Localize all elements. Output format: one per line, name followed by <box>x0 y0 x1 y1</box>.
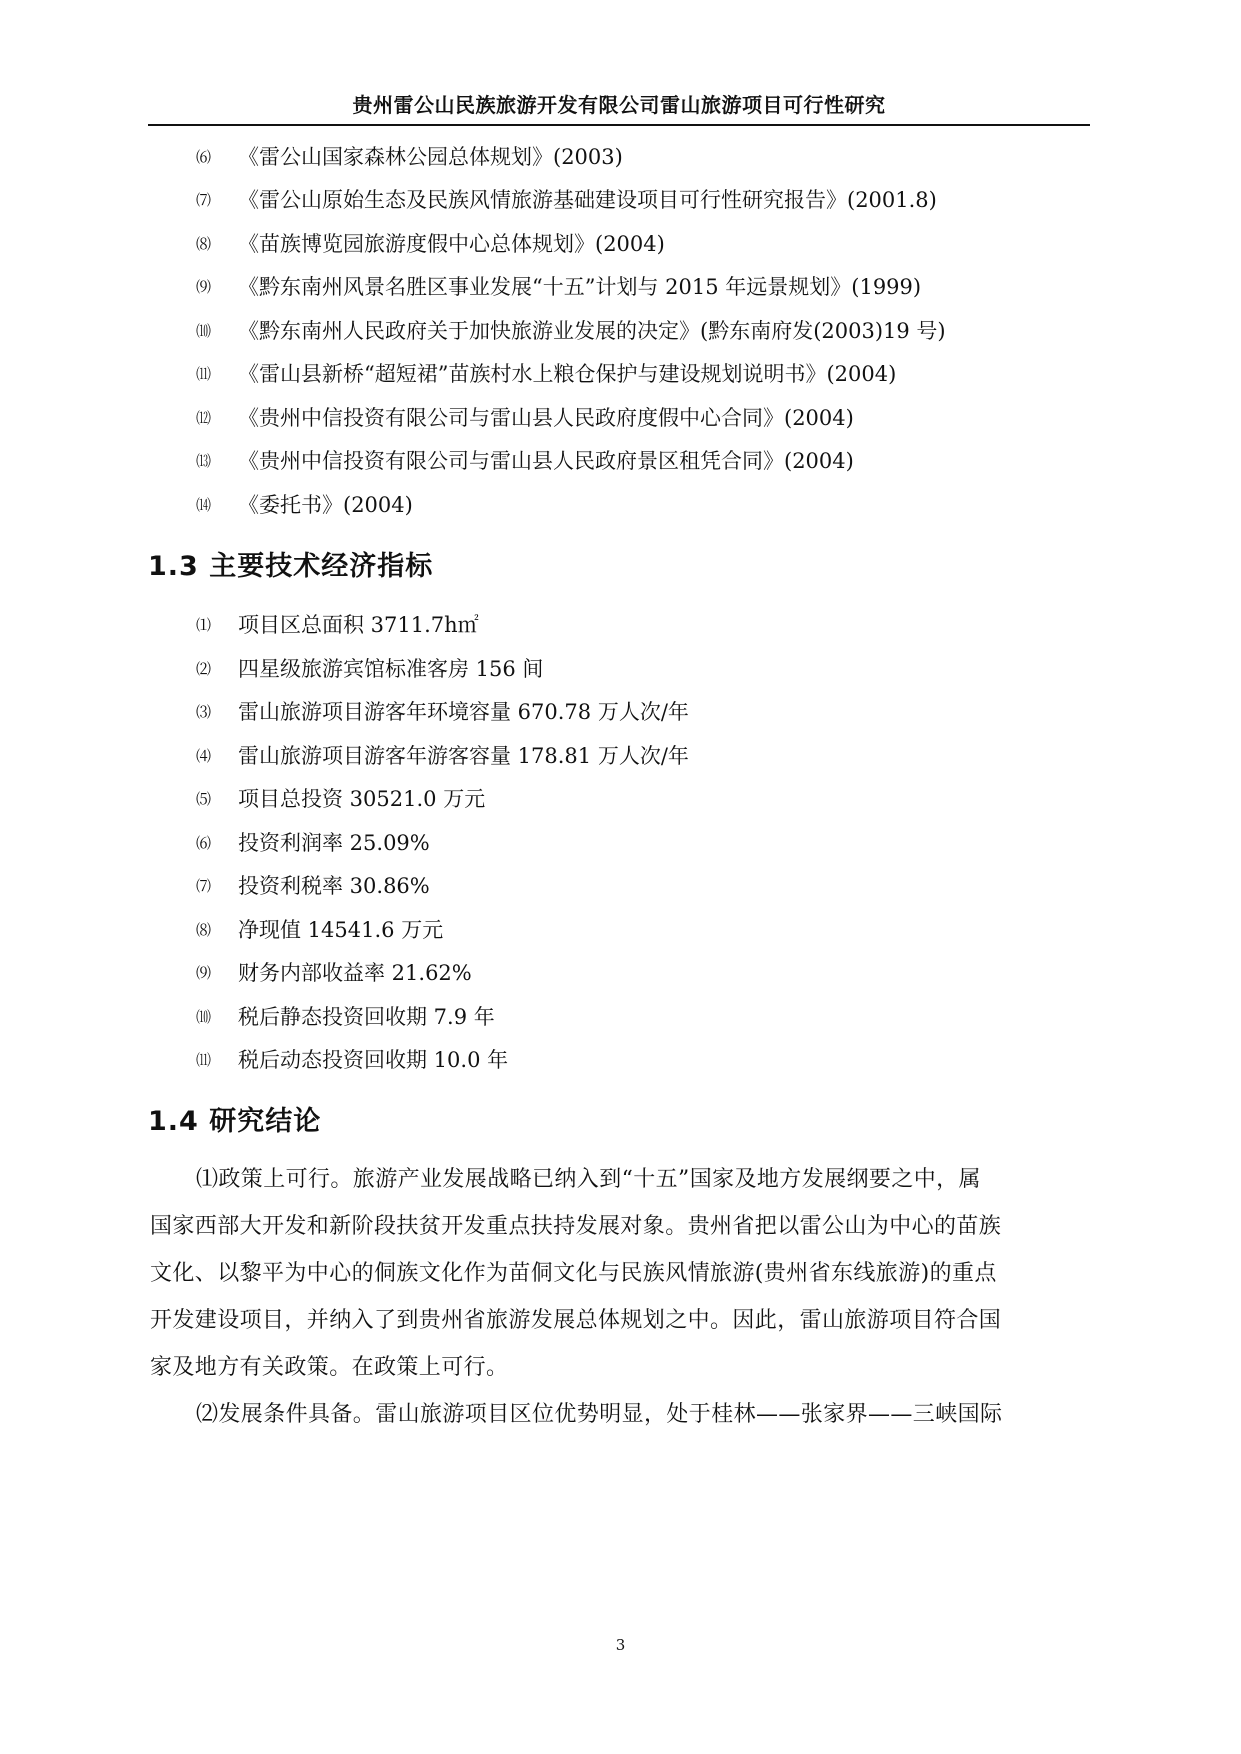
item-text: 《雷公山原始生态及民族风情旅游基础建设项目可行性研究报告》(2001.8) <box>238 188 937 212</box>
page-number: 3 <box>615 1636 626 1654</box>
paragraph-line: ⑵发展条件具备。雷山旅游项目区位优势明显，处于桂林——张家界——三峡国际 <box>196 1402 1003 1427</box>
item-number: ⑵ <box>196 659 212 678</box>
indicator-item <box>196 954 472 990</box>
item-number: ⑺ <box>196 190 212 209</box>
item-number: ⒀ <box>196 451 212 470</box>
item-number: ⑷ <box>196 746 212 765</box>
item-number: ⑹ <box>196 147 212 166</box>
item-text: 四星级旅游宾馆标准客房 156 间 <box>238 657 544 681</box>
running-header: 贵州雷公山民族旅游开发有限公司雷山旅游项目可行性研究 <box>352 93 886 117</box>
paragraph-line: 文化、以黎平为中心的侗族文化作为苗侗文化与民族风情旅游(贵州省东线旅游)的重点 <box>150 1261 997 1286</box>
item-number: ⑼ <box>196 963 212 982</box>
indicator-item <box>196 650 543 686</box>
indicator-item <box>196 867 430 903</box>
item-number: ⑾ <box>196 364 212 383</box>
indicator-item <box>196 606 479 642</box>
item-number: ⑶ <box>196 702 212 721</box>
paragraph-line: ⑴政策上可行。旅游产业发展战略已纳入到“十五”国家及地方发展纲要之中，属 <box>196 1167 981 1192</box>
item-number: ⑴ <box>196 615 212 634</box>
item-text: 投资利润率 25.09% <box>238 831 430 855</box>
item-number: ⑽ <box>196 1007 212 1026</box>
indicator-item <box>196 693 689 729</box>
reference-item <box>196 442 854 478</box>
item-text: 《雷公山国家森林公园总体规划》(2003) <box>238 145 623 169</box>
item-text: 《委托书》(2004) <box>238 493 413 517</box>
section-heading-1-4: 1.4 研究结论 <box>148 1106 322 1137</box>
item-text: 《黔东南州人民政府关于加快旅游业发展的决定》(黔东南府发(2003)19 号) <box>238 319 946 343</box>
indicator-item <box>196 780 485 816</box>
item-text: 净现值 14541.6 万元 <box>238 918 444 942</box>
item-text: 投资利税率 30.86% <box>238 874 430 898</box>
reference-item <box>196 181 937 217</box>
item-number: ⑽ <box>196 321 212 340</box>
item-number: ⑹ <box>196 833 212 852</box>
item-number: ⑻ <box>196 234 212 253</box>
indicator-item <box>196 737 689 773</box>
item-text: 《苗族博览园旅游度假中心总体规划》(2004) <box>238 232 665 256</box>
indicator-item <box>196 998 495 1034</box>
item-text: 项目总投资 30521.0 万元 <box>238 787 486 811</box>
item-number: ⑼ <box>196 277 212 296</box>
reference-item <box>196 225 665 261</box>
item-text: 项目区总面积 3711.7h㎡ <box>238 613 479 637</box>
item-text: 《雷山县新桥“超短裙”苗族村水上粮仓保护与建设规划说明书》(2004) <box>238 362 897 386</box>
paragraph-line: 国家西部大开发和新阶段扶贫开发重点扶持发展对象。贵州省把以雷公山为中心的苗族 <box>150 1214 1002 1239</box>
item-number: ⑻ <box>196 920 212 939</box>
item-text: 雷山旅游项目游客年环境容量 670.78 万人次/年 <box>238 700 689 724</box>
reference-item <box>196 312 946 348</box>
item-number: ⑿ <box>196 408 212 427</box>
item-text: 《黔东南州风景名胜区事业发展“十五”计划与 2015 年远景规划》(1999) <box>238 275 922 299</box>
reference-item <box>196 138 623 174</box>
paragraph-line: 开发建设项目，并纳入了到贵州省旅游发展总体规划之中。因此，雷山旅游项目符合国 <box>150 1308 1002 1333</box>
reference-item <box>196 399 854 435</box>
item-number: ⒁ <box>196 495 212 514</box>
indicator-item <box>196 911 443 947</box>
reference-item <box>196 355 896 391</box>
reference-item <box>196 486 413 522</box>
item-text: 《贵州中信投资有限公司与雷山县人民政府景区租凭合同》(2004) <box>238 449 854 473</box>
item-number: ⑸ <box>196 789 212 808</box>
item-text: 《贵州中信投资有限公司与雷山县人民政府度假中心合同》(2004) <box>238 406 854 430</box>
item-text: 税后动态投资回收期 10.0 年 <box>238 1048 509 1072</box>
indicator-item <box>196 824 430 860</box>
section-heading-1-3: 1.3 主要技术经济指标 <box>148 551 434 582</box>
paragraph-line: 家及地方有关政策。在政策上可行。 <box>150 1355 509 1380</box>
header-rule <box>148 124 1090 126</box>
reference-item <box>196 268 921 304</box>
item-text: 税后静态投资回收期 7.9 年 <box>238 1005 495 1029</box>
item-text: 雷山旅游项目游客年游客容量 178.81 万人次/年 <box>238 744 689 768</box>
item-number: ⑺ <box>196 876 212 895</box>
item-text: 财务内部收益率 21.62% <box>238 961 472 985</box>
item-number: ⑾ <box>196 1050 212 1069</box>
indicator-item <box>196 1041 508 1077</box>
